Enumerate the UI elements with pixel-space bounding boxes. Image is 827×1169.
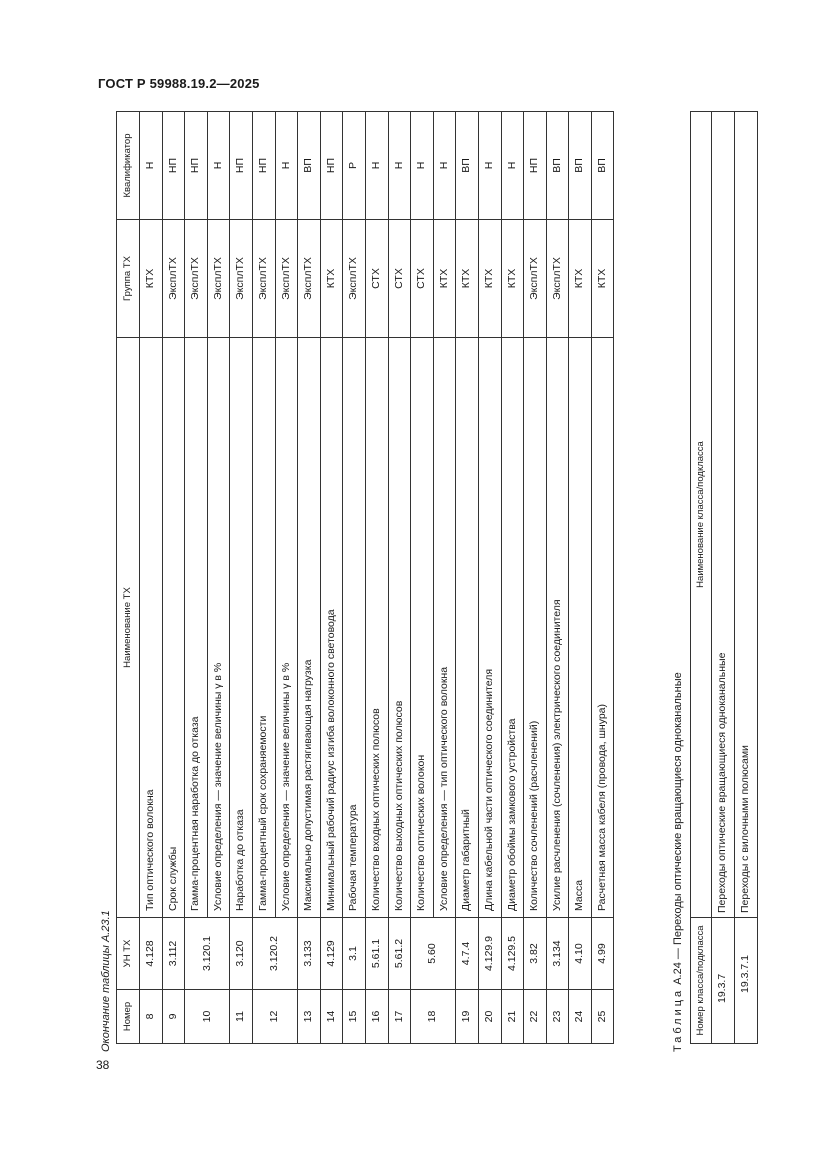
class-name-cell: Переходы оптические вращающиеся одноканальные xyxy=(712,112,735,918)
tx-group-cell: ЭксплТХ xyxy=(343,220,366,338)
tx-name-cell: Диаметр обоймы замкового устройства xyxy=(501,338,524,918)
table-header-row xyxy=(117,112,140,1044)
tx-name-cell: Тип оптического волокна xyxy=(140,338,163,918)
qualifier-cell: Р xyxy=(343,112,366,220)
un-tx-cell: 3.120 xyxy=(230,918,253,990)
qualifier-cell: Н xyxy=(411,112,434,220)
tx-group-cell: КТХ xyxy=(569,220,592,338)
qualifier-cell: НП xyxy=(162,112,185,220)
tx-name-cell: Длина кабельной части оптического соединителя xyxy=(478,338,501,918)
row-number-cell: 8 xyxy=(140,990,163,1044)
table-row xyxy=(478,112,501,1044)
tx-group-cell: ЭксплТХ xyxy=(298,220,321,338)
tx-group-cell: ЭксплТХ xyxy=(185,220,208,338)
tx-group-cell: КТХ xyxy=(140,220,163,338)
qualifier-cell: Н xyxy=(207,112,230,220)
table-row xyxy=(365,112,388,1044)
row-number-cell: 12 xyxy=(252,990,297,1044)
qualifier-cell: Н xyxy=(433,112,456,220)
tx-name-cell: Гамма-процентный срок сохраняемости xyxy=(252,338,275,918)
tx-name-cell: Диаметр габаритный xyxy=(456,338,479,918)
tx-name-cell: Масса xyxy=(569,338,592,918)
un-tx-cell: 3.120.1 xyxy=(185,918,230,990)
page-number: 38 xyxy=(96,1058,110,1072)
tx-name-cell: Условие определения — значение величины γ в % xyxy=(207,338,230,918)
caption-prefix: Таблица xyxy=(672,987,684,1052)
tx-name-cell: Усилие расчленения (сочленения) электрического соединителя xyxy=(546,338,569,918)
tx-group-cell: КТХ xyxy=(478,220,501,338)
qualifier-cell: Н xyxy=(365,112,388,220)
qualifier-cell: ВП xyxy=(591,112,614,220)
un-tx-cell: 3.82 xyxy=(524,918,547,990)
column-header: Группа ТХ xyxy=(117,220,140,338)
row-number-cell: 20 xyxy=(478,990,501,1044)
tx-name-cell: Условие определения — значение величины γ в % xyxy=(275,338,298,918)
row-number-cell: 24 xyxy=(569,990,592,1044)
column-header: УН ТХ xyxy=(117,918,140,990)
tx-name-cell: Количество выходных оптических полюсов xyxy=(388,338,411,918)
tx-name-cell: Условие определения — тип оптического волокна xyxy=(433,338,456,918)
tx-name-cell: Гамма-процентная наработка до отказа xyxy=(185,338,208,918)
qualifier-cell: Н xyxy=(275,112,298,220)
row-number-cell: 15 xyxy=(343,990,366,1044)
tx-name-cell: Наработка до отказа xyxy=(230,338,253,918)
table-a24-caption xyxy=(672,672,684,1052)
row-number-cell: 13 xyxy=(298,990,321,1044)
table-row xyxy=(343,112,366,1044)
tx-name-cell: Максимально допустимая растягивающая нагрузка xyxy=(298,338,321,918)
tx-group-cell: КТХ xyxy=(501,220,524,338)
tx-name-cell: Расчетная масса кабеля (провода, шнура) xyxy=(591,338,614,918)
tx-group-cell: КТХ xyxy=(433,220,456,338)
tx-group-cell: КТХ xyxy=(456,220,479,338)
table-row xyxy=(456,112,479,1044)
row-number-cell: 10 xyxy=(185,990,230,1044)
table-row xyxy=(185,112,208,1044)
table-row xyxy=(712,112,735,1044)
qualifier-cell: НП xyxy=(252,112,275,220)
un-tx-cell: 3.120.2 xyxy=(252,918,297,990)
table-row xyxy=(735,112,758,1044)
qualifier-cell: Н xyxy=(501,112,524,220)
qualifier-cell: ВП xyxy=(546,112,569,220)
table-row xyxy=(230,112,253,1044)
table-row xyxy=(298,112,321,1044)
table-row xyxy=(546,112,569,1044)
row-number-cell: 23 xyxy=(546,990,569,1044)
table-row xyxy=(433,112,456,1044)
table-row xyxy=(140,112,163,1044)
un-tx-cell: 5.61.1 xyxy=(365,918,388,990)
qualifier-cell: ВП xyxy=(569,112,592,220)
row-number-cell: 25 xyxy=(591,990,614,1044)
column-header: Квалификатор xyxy=(117,112,140,220)
table-row xyxy=(591,112,614,1044)
tx-group-cell: КТХ xyxy=(591,220,614,338)
row-number-cell: 16 xyxy=(365,990,388,1044)
table-continuation-note: Окончание таблицы А.23.1 xyxy=(100,910,112,1052)
un-tx-cell: 4.128 xyxy=(140,918,163,990)
un-tx-cell: 3.134 xyxy=(546,918,569,990)
un-tx-cell: 4.7.4 xyxy=(456,918,479,990)
tx-group-cell: ЭксплТХ xyxy=(207,220,230,338)
table-row xyxy=(524,112,547,1044)
table-row xyxy=(501,112,524,1044)
row-number-cell: 17 xyxy=(388,990,411,1044)
row-number-cell: 22 xyxy=(524,990,547,1044)
table-row xyxy=(320,112,343,1044)
column-header: Наименование класса/подкласса xyxy=(691,112,712,918)
tx-group-cell: ЭксплТХ xyxy=(230,220,253,338)
class-code-cell: 19.3.7.1 xyxy=(735,918,758,1044)
tx-name-cell: Количество сочленений (расчленений) xyxy=(524,338,547,918)
row-number-cell: 18 xyxy=(411,990,456,1044)
tx-group-cell: ЭксплТХ xyxy=(275,220,298,338)
row-number-cell: 21 xyxy=(501,990,524,1044)
class-code-cell: 19.3.7 xyxy=(712,918,735,1044)
un-tx-cell: 3.1 xyxy=(343,918,366,990)
table-a23 xyxy=(116,111,614,1044)
rotated-content xyxy=(96,112,776,1052)
un-tx-cell: 4.99 xyxy=(591,918,614,990)
tx-group-cell: СТХ xyxy=(411,220,434,338)
row-number-cell: 19 xyxy=(456,990,479,1044)
table-row xyxy=(275,112,298,1044)
tx-name-cell: Количество входных оптических полюсов xyxy=(365,338,388,918)
table-row xyxy=(569,112,592,1044)
table-row xyxy=(162,112,185,1044)
table-a24 xyxy=(690,111,758,1044)
tx-name-cell: Количество оптических волокон xyxy=(411,338,434,918)
class-name-cell: Переходы с вилочными полюсами xyxy=(735,112,758,918)
tx-group-cell: СТХ xyxy=(365,220,388,338)
qualifier-cell: НП xyxy=(230,112,253,220)
column-header: Номер xyxy=(117,990,140,1044)
qualifier-cell: Н xyxy=(140,112,163,220)
qualifier-cell: НП xyxy=(524,112,547,220)
row-number-cell: 9 xyxy=(162,990,185,1044)
row-number-cell: 11 xyxy=(230,990,253,1044)
un-tx-cell: 4.10 xyxy=(569,918,592,990)
table-header-row xyxy=(691,112,712,1044)
caption-title: А.24 — Переходы оптические вращающиеся одноканальные xyxy=(672,672,684,985)
un-tx-cell: 4.129.5 xyxy=(501,918,524,990)
row-number-cell: 14 xyxy=(320,990,343,1044)
tx-group-cell: КТХ xyxy=(320,220,343,338)
qualifier-cell: НП xyxy=(185,112,208,220)
qualifier-cell: ВП xyxy=(298,112,321,220)
qualifier-cell: Н xyxy=(388,112,411,220)
un-tx-cell: 4.129 xyxy=(320,918,343,990)
un-tx-cell: 3.133 xyxy=(298,918,321,990)
un-tx-cell: 5.60 xyxy=(411,918,456,990)
table-row xyxy=(252,112,275,1044)
table-row xyxy=(388,112,411,1044)
tx-name-cell: Минимальный рабочий радиус изгиба волоконного световода xyxy=(320,338,343,918)
tx-group-cell: СТХ xyxy=(388,220,411,338)
tx-group-cell: ЭксплТХ xyxy=(546,220,569,338)
tx-group-cell: ЭксплТХ xyxy=(162,220,185,338)
column-header: Номер класса/подкласса xyxy=(691,918,712,1044)
un-tx-cell: 4.129.9 xyxy=(478,918,501,990)
tx-group-cell: ЭксплТХ xyxy=(252,220,275,338)
tx-name-cell: Рабочая температура xyxy=(343,338,366,918)
tx-group-cell: ЭксплТХ xyxy=(524,220,547,338)
document-header: ГОСТ Р 59988.19.2—2025 xyxy=(98,76,260,91)
un-tx-cell: 3.112 xyxy=(162,918,185,990)
table-row xyxy=(207,112,230,1044)
un-tx-cell: 5.61.2 xyxy=(388,918,411,990)
table-row xyxy=(411,112,434,1044)
tx-name-cell: Срок службы xyxy=(162,338,185,918)
qualifier-cell: ВП xyxy=(456,112,479,220)
qualifier-cell: НП xyxy=(320,112,343,220)
column-header: Наименование ТХ xyxy=(117,338,140,918)
qualifier-cell: Н xyxy=(478,112,501,220)
